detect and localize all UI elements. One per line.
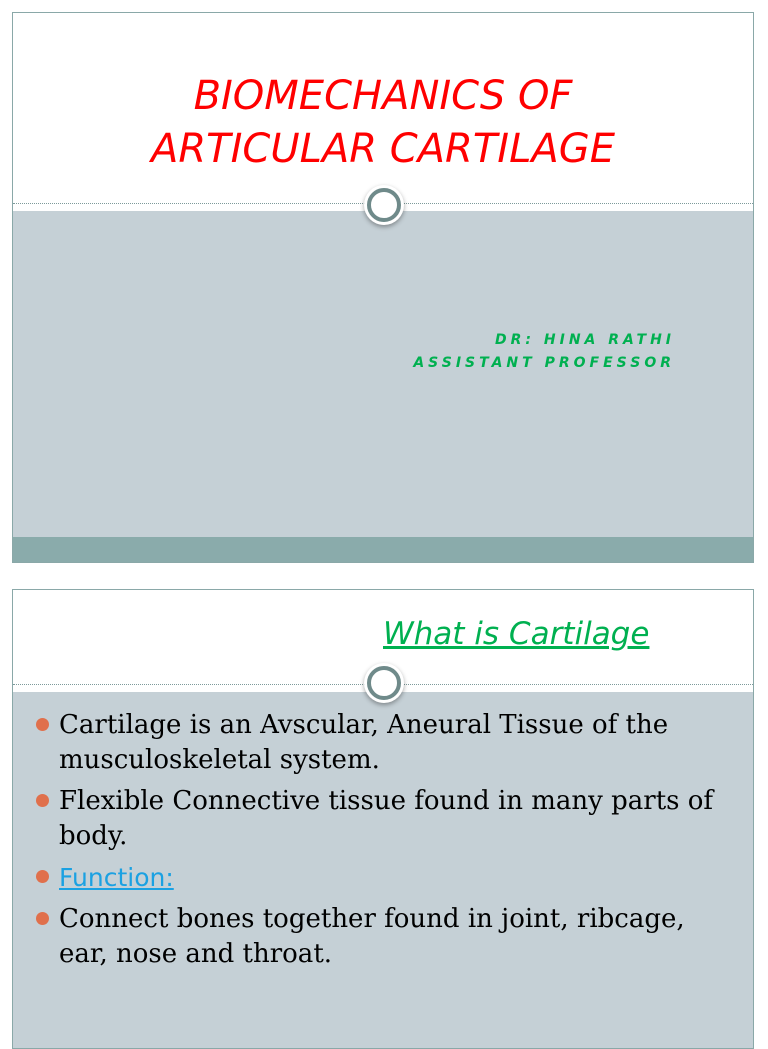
slide-title-line-1: BIOMECHANICS OF	[193, 73, 573, 119]
footer-bar	[13, 537, 753, 563]
bullet-item	[33, 860, 723, 896]
presenter-title: ASSISTANT PROFESSOR	[413, 355, 675, 371]
title-slide-header	[13, 13, 753, 209]
presenter-name: DR: HINA RATHI	[495, 332, 675, 348]
title-slide-body	[13, 211, 753, 537]
function-link[interactable]: Function:	[59, 863, 174, 892]
bullet-text: Connect bones together found in joint, ribcage, ear, nose and throat.	[59, 904, 685, 969]
bullet-item	[33, 784, 723, 854]
slide-title-line-2: ARTICULAR CARTILAGE	[151, 126, 615, 172]
slide-heading: What is Cartilage	[383, 616, 650, 652]
bullet-text: Flexible Connective tissue found in many parts of body.	[59, 786, 714, 851]
title-slide	[12, 12, 754, 563]
bullet-item	[33, 902, 723, 972]
bullet-dot-icon	[36, 870, 49, 883]
bullet-dot-icon	[36, 912, 49, 925]
divider-circle-icon	[367, 666, 401, 700]
bullet-dot-icon	[36, 794, 49, 807]
divider-circle-icon	[367, 188, 401, 222]
bullet-list	[33, 708, 723, 978]
bullet-item	[33, 708, 723, 778]
content-slide	[12, 589, 754, 1049]
bullet-dot-icon	[36, 718, 49, 731]
bullet-text: Cartilage is an Avscular, Aneural Tissue of the musculoskeletal system.	[59, 710, 669, 775]
